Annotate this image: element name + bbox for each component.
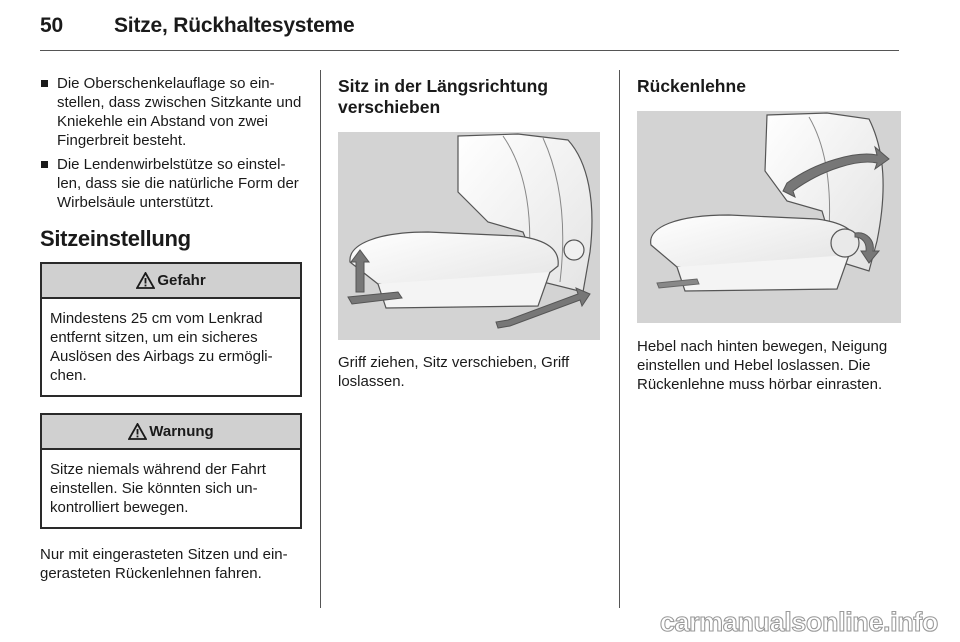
list-item: Die Lendenwirbelstütze so einstel-len, dass sie die natürliche Form der Wirbelsäule unterstützt. (40, 155, 302, 212)
seat-drawing (338, 132, 600, 340)
warning-text: Sitze niemals während der Fahrt einstellen. Sie könnten sich un-kontrolliert bewegen. (50, 461, 266, 516)
page-header (40, 14, 355, 38)
column-left (40, 74, 302, 583)
backrest-drawing (637, 111, 901, 323)
backrest-illustration (637, 111, 901, 323)
danger-box (40, 262, 302, 397)
list-item: Die Oberschenkelauflage so ein-stellen, dass zwischen Sitzkante und Kniekehle ein Abstand von zwei Fingerbreit besteht. (40, 74, 302, 150)
warning-label: Warnung (149, 423, 214, 440)
section-heading: Rückenlehne (637, 76, 746, 96)
danger-label: Gefahr (157, 272, 206, 289)
header-rule (40, 50, 899, 51)
caption-paragraph: Griff ziehen, Sitz verschieben, Griff loslassen. (338, 354, 570, 390)
danger-text: Mindestens 25 cm vom Lenkrad entfernt sitzen, um ein sicheres Auslösen des Airbags zu ermögli-chen. (50, 310, 273, 384)
column-divider (320, 70, 321, 608)
column-divider (619, 70, 620, 608)
caption-paragraph: Hebel nach hinten bewegen, Neigung einstellen und Hebel loslassen. Die Rückenlehne muss hörbar einrasten. (637, 338, 888, 393)
section-heading: Sitz in der Längsrichtung verschieben (338, 76, 549, 117)
section-heading: Sitzeinstellung (40, 226, 191, 251)
page-title: Sitze, Rückhaltesysteme (114, 14, 355, 37)
warning-triangle-icon (128, 423, 147, 440)
danger-box-header (42, 264, 300, 299)
warning-box (40, 413, 302, 529)
warning-box-header (42, 415, 300, 450)
page-number: 50 (40, 14, 63, 37)
seat-fore-aft-illustration (338, 132, 600, 340)
column-middle (338, 74, 600, 391)
watermark-text: carmanualsonline.info (659, 607, 938, 637)
bullet-list (40, 74, 302, 212)
warning-triangle-icon (136, 272, 155, 289)
note-paragraph: Nur mit eingerasteten Sitzen und ein-gerasteten Rückenlehnen fahren. (40, 546, 288, 582)
column-right (637, 74, 901, 394)
